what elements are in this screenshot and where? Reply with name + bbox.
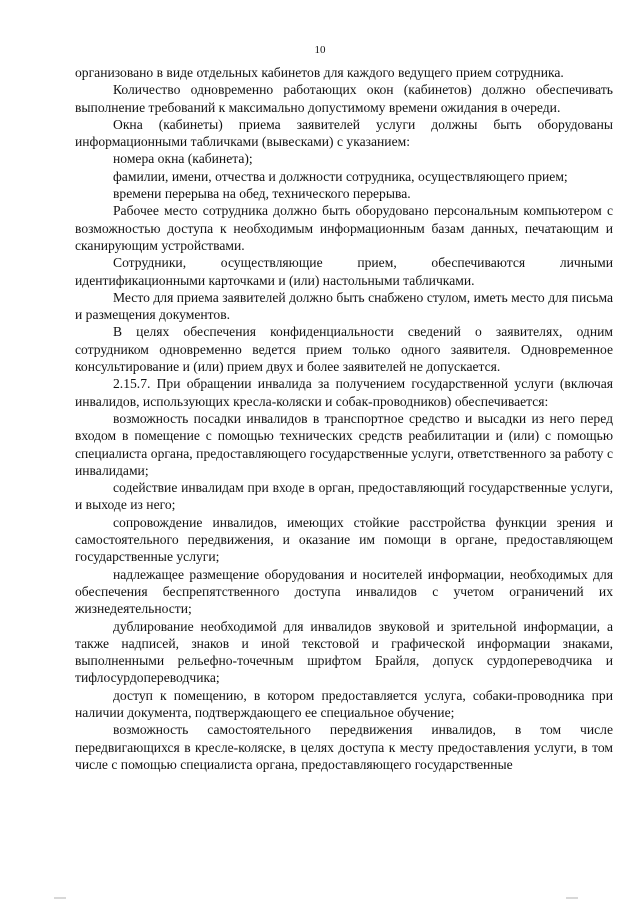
list-item: содействие инвалидам при входе в орган, предоставляющий государственные услуги, и выходе из него; [75,480,613,513]
paragraph: Окна (кабинеты) приема заявителей услуги должны быть оборудованы информационными табличками (вывесками) с указанием: [75,116,613,150]
page-number: 10 [314,44,326,56]
list-item: фамилии, имени, отчества и должности сотрудника, осуществляющего прием; [113,168,568,184]
list-item: возможность посадки инвалидов в транспортное средство и высадки из него перед входом в помещение с помощью технических средств реабилитации и (или) с помощью специалиста органа, предоставляющего государственные услуги, ответственного за работу с инвалидами; [75,410,613,478]
paragraph: Место для приема заявителей должно быть снабжено стулом, иметь место для письма и размещения документов. [75,289,613,323]
scan-mark-left [54,897,66,899]
list-item: дублирование необходимой для инвалидов звуковой и зрительной информации, а также надписей, знаков и иной текстовой и графической информации знаками, выполненными рельефно-точечным шрифтом Брайля, допуск сурдопереводчика и тифлосурдопереводчика; [75,618,613,686]
list-item: сопровождение инвалидов, имеющих стойкие расстройства функции зрения и самостоятельного передвижения, и оказание им помощи в органе, предоставляющем государственные услуги; [75,514,613,565]
list-item: надлежащее размещение оборудования и носителей информации, необходимых для обеспечения беспрепятственного доступа инвалидов с учетом ограничений их жизнедеятельности; [75,566,613,617]
paragraph: Сотрудники, осуществляющие прием, обеспечиваются личными идентификационными карточками и (или) настольными табличками. [75,255,613,288]
document-body [75,64,613,773]
list-item: номера окна (кабинета); [113,151,253,167]
scan-mark-right [566,897,578,899]
paragraph: Рабочее место сотрудника должно быть оборудовано персональным компьютером с возможностью доступа к необходимым информационным базам данных, печатающим и сканирующим устройствами. [75,203,613,253]
paragraph: В целях обеспечения конфиденциальности сведений о заявителях, одним сотрудником одновременно ведется прием только одного заявителя. Одновременное консультирование и (или) прием двух и более заявителей не допускается. [75,324,613,375]
section-paragraph: 2.15.7. При обращении инвалида за получением государственной услуги (включая инвалидов, использующих кресла-коляски и собак-проводников) обеспечивается: [75,376,613,409]
paragraph: Количество одновременно работающих окон (кабинетов) должно обеспечивать выполнение требований к максимально допустимому времени ожидания в очереди. [75,82,613,115]
list-item: возможность самостоятельного передвижения инвалидов, в том числе передвигающихся в кресле-коляске, в целях доступа к месту предоставления услуги, в том числе с помощью специалиста органа, предоставляющего государственные [75,722,613,772]
list-item: доступ к помещению, в котором предоставляется услуга, собаки-проводника при наличии документа, подтверждающего ее специальное обучение; [75,687,613,720]
list-item: времени перерыва на обед, технического перерыва. [113,186,411,202]
paragraph: организовано в виде отдельных кабинетов для каждого ведущего прием сотрудника. [75,65,564,80]
